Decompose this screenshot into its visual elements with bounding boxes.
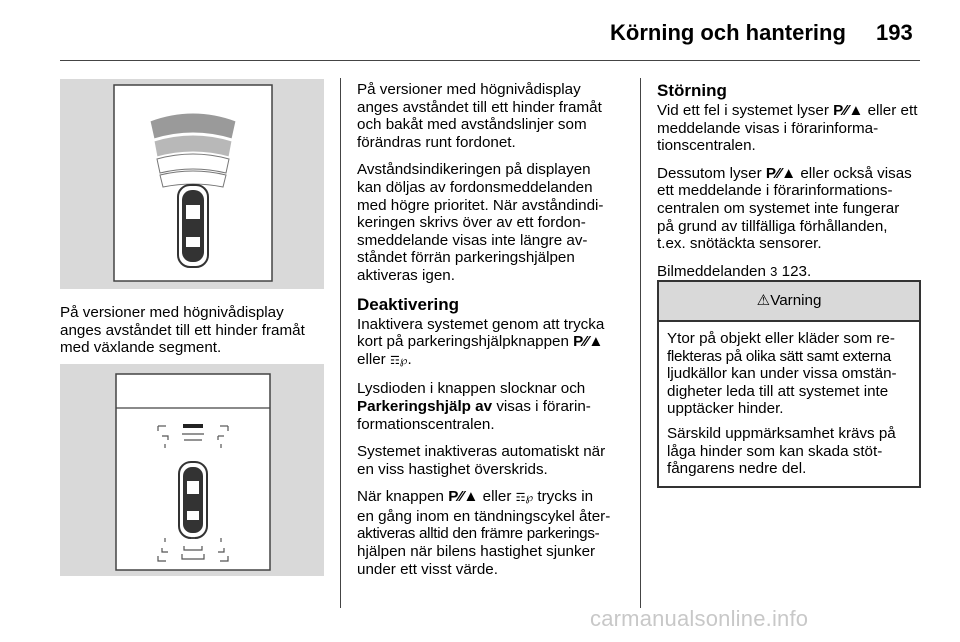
warning-paragraph-2: [667, 425, 911, 478]
text-line: fångarens nedre del.: [667, 460, 807, 478]
text-line: hjälpen när bilens hastighet sjunker: [357, 543, 596, 561]
text-line: eller: [482, 488, 512, 506]
text-line: trycks in: [537, 488, 594, 506]
text-line: Ytor på objekt eller kläder som re-: [667, 330, 895, 347]
text-line: Bilmeddelanden: [657, 262, 766, 280]
deakt-paragraph-2: [357, 380, 632, 433]
caption-line: På versioner med högnivådisplay: [60, 304, 284, 321]
text-line: formationscentralen.: [357, 415, 495, 433]
park-assist-icon: P⁄⁄▲: [765, 164, 797, 182]
text-line: centralen om systemet inte fungerar: [657, 199, 900, 217]
text-line: meddelande visas i förarinforma-: [657, 119, 879, 137]
text-line: kort på parkeringshjälpknappen: [357, 333, 569, 351]
text-line: Dessutom lyser: [657, 164, 762, 182]
deakt-paragraph-4: [357, 488, 632, 578]
text-line: eller också visas: [800, 164, 912, 182]
text-line: digheter leda till att systemet inte: [667, 382, 889, 400]
text-line: På versioner med högnivådisplay: [357, 81, 581, 98]
text-line: med högre prioritet. När avståndindi-: [357, 196, 604, 214]
text-line: under ett visst värde.: [357, 560, 498, 578]
warning-body: [659, 322, 919, 486]
text-line: kan döljas av fordonsmeddelanden: [357, 178, 593, 196]
text-line: på grund av tillfälliga förhållanden,: [657, 217, 888, 235]
warning-icon: ⚠: [756, 292, 771, 309]
text-line: eller: [357, 350, 386, 368]
text-line: Vid ett fel i systemet lyser: [657, 102, 829, 119]
text-line: en gång inom en tändningscykel åter-: [357, 507, 611, 525]
text-line: flekteras på olika sätt samt externa: [667, 347, 891, 365]
header-rule: [60, 60, 920, 61]
text-line: låga hinder som kan skada stöt-: [667, 442, 883, 460]
deakt-paragraph-3: [357, 443, 632, 478]
text-line: aktiveras alltid den främre parkerings-: [357, 525, 600, 543]
park-assist-icon: P⁄⁄▲: [833, 102, 864, 119]
page-number: 193: [876, 20, 913, 45]
caption-line: med växlande segment.: [60, 339, 222, 357]
text-line: aktiveras igen.: [357, 266, 455, 284]
text-line: visas i förarin-: [496, 397, 591, 415]
figure-distance-lines: [60, 364, 324, 576]
storning-paragraph-3: [657, 263, 925, 281]
text-line: smeddelande visas inte längre av-: [357, 231, 588, 249]
text-line: keringen skrivs över av ett fordon-: [357, 214, 586, 232]
text-line: upptäcker hinder.: [667, 400, 784, 418]
storning-heading: Störning: [657, 81, 727, 100]
watermark: carmanualsonline.info: [590, 606, 809, 631]
text-line: eller ett: [867, 102, 918, 119]
intro-paragraph: [357, 81, 632, 151]
deakt-paragraph-1: Inaktivera systemet genom att trycka kort på parkeringshjälpknappen P⁄⁄▲ eller ☶℘.: [357, 315, 605, 368]
text-line: ståndet förrän parkeringshjälpen: [357, 249, 575, 267]
text-line: Lysdioden i knappen slocknar och: [357, 380, 586, 398]
text-line: Särskild uppmärksamhet krävs på: [667, 424, 896, 442]
header-title: Körning och hantering: [610, 20, 846, 45]
warning-box: [657, 280, 921, 488]
column-divider-1: [340, 78, 341, 608]
text-line: Inaktivera systemet genom att trycka: [357, 315, 605, 333]
text-line: Avståndsindikeringen på displayen: [357, 161, 591, 179]
text-line: en viss hastighet överskrids.: [357, 460, 548, 478]
figure1-caption: [60, 304, 330, 357]
warning-paragraph-1: [667, 330, 911, 418]
text-line: ljudkällor kan under vissa omstän-: [667, 365, 897, 383]
warning-title: Varning: [770, 292, 822, 309]
column-2: [357, 81, 632, 588]
storning-paragraph-1: [657, 102, 925, 155]
text-line: 123.: [781, 262, 812, 280]
park-button-icon: ☶℘: [515, 492, 534, 505]
text-line: anges avståndet till ett hinder framåt: [357, 98, 602, 116]
page-ref-icon[interactable]: 3: [770, 263, 778, 279]
text-line: När knappen: [357, 488, 444, 506]
park-button-icon: ☶℘: [389, 354, 408, 367]
figure-hud-segments: [60, 79, 324, 289]
column-3: [657, 81, 925, 290]
park-assist-icon: P⁄⁄▲: [573, 333, 604, 351]
text-line: tionscentralen.: [657, 137, 756, 155]
column-divider-2: [640, 78, 641, 608]
text-line: förändras runt fordonet.: [357, 133, 516, 151]
text-line: t.ex. snötäckta sensorer.: [657, 235, 822, 253]
deaktivering-heading: Deaktivering: [357, 294, 460, 314]
storning-paragraph-2: [657, 165, 925, 253]
display-paragraph: [357, 161, 632, 284]
park-assist-icon: P⁄⁄▲: [448, 488, 479, 506]
bold-term: Parkeringshjälp av: [357, 397, 493, 415]
text-line: Systemet inaktiveras automatiskt när: [357, 443, 606, 461]
warning-header: [659, 282, 919, 322]
caption-line: anges avståndet till ett hinder framåt: [60, 321, 305, 339]
text-line: ett meddelande i förarinformations-: [657, 182, 893, 200]
text-line: och bakåt med avståndslinjer som: [357, 116, 587, 134]
